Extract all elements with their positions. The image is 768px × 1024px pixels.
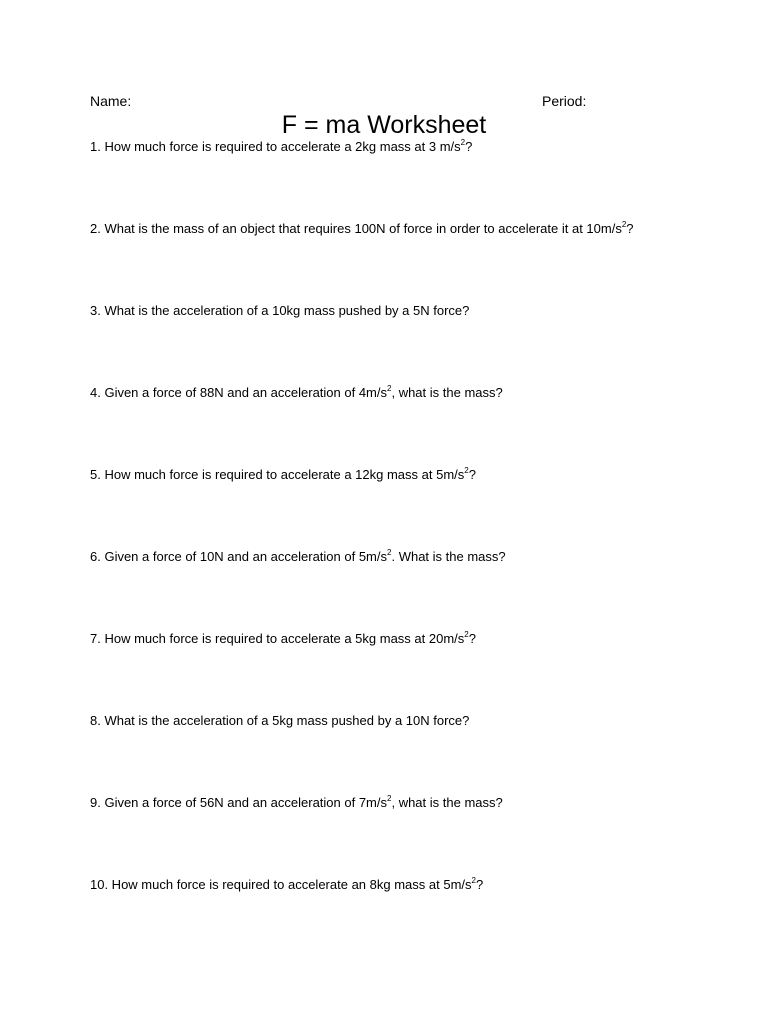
question-text: 6. Given a force of 10N and an acceleration of 5m/s bbox=[90, 549, 388, 564]
question-text: 9. Given a force of 56N and an acceleration of 7m/s bbox=[90, 795, 388, 810]
page-title: F = ma Worksheet bbox=[281, 111, 487, 139]
question-suffix: ? bbox=[465, 139, 473, 154]
question-suffix: ? bbox=[468, 467, 476, 482]
superscript: 2 bbox=[471, 875, 476, 885]
question-text: 2. What is the mass of an object that requires 100N of force in order to accelerate it at 10m/s bbox=[90, 221, 622, 236]
question-suffix: ? bbox=[468, 631, 476, 646]
question-6 bbox=[90, 549, 506, 565]
superscript: 2 bbox=[387, 793, 392, 803]
question-4 bbox=[90, 385, 503, 401]
question-10 bbox=[90, 877, 483, 893]
question-suffix: , what is the mass? bbox=[391, 385, 503, 400]
question-3 bbox=[90, 303, 469, 319]
question-2 bbox=[90, 221, 634, 237]
question-7 bbox=[90, 631, 476, 647]
question-text: 3. What is the acceleration of a 10kg mass pushed by a 5N force? bbox=[90, 303, 470, 318]
question-8 bbox=[90, 713, 469, 729]
question-5 bbox=[90, 467, 476, 483]
superscript: 2 bbox=[464, 629, 469, 639]
question-text: 10. How much force is required to accelerate an 8kg mass at 5m/s bbox=[90, 877, 472, 892]
superscript: 2 bbox=[621, 219, 627, 229]
name-label: Name: bbox=[90, 93, 132, 109]
question-text: 1. How much force is required to accelerate a 2kg mass at 3 m/s bbox=[90, 139, 461, 154]
question-suffix: , what is the mass? bbox=[391, 795, 503, 810]
question-text: 7. How much force is required to accelerate a 5kg mass at 20m/s bbox=[90, 631, 465, 646]
question-suffix: ? bbox=[626, 221, 634, 236]
question-text: 5. How much force is required to accelerate a 12kg mass at 5m/s bbox=[90, 467, 465, 482]
question-text: 8. What is the acceleration of a 5kg mass pushed by a 10N force? bbox=[90, 713, 470, 728]
question-suffix: ? bbox=[475, 877, 484, 892]
period-label: Period: bbox=[542, 93, 587, 109]
question-9 bbox=[90, 795, 503, 811]
question-suffix: . What is the mass? bbox=[391, 549, 506, 564]
superscript: 2 bbox=[464, 465, 469, 475]
question-text: 4. Given a force of 88N and an acceleration of 4m/s bbox=[90, 385, 388, 400]
superscript: 2 bbox=[460, 137, 466, 147]
superscript: 2 bbox=[387, 383, 392, 393]
question-1 bbox=[90, 139, 472, 155]
superscript: 2 bbox=[387, 547, 392, 557]
